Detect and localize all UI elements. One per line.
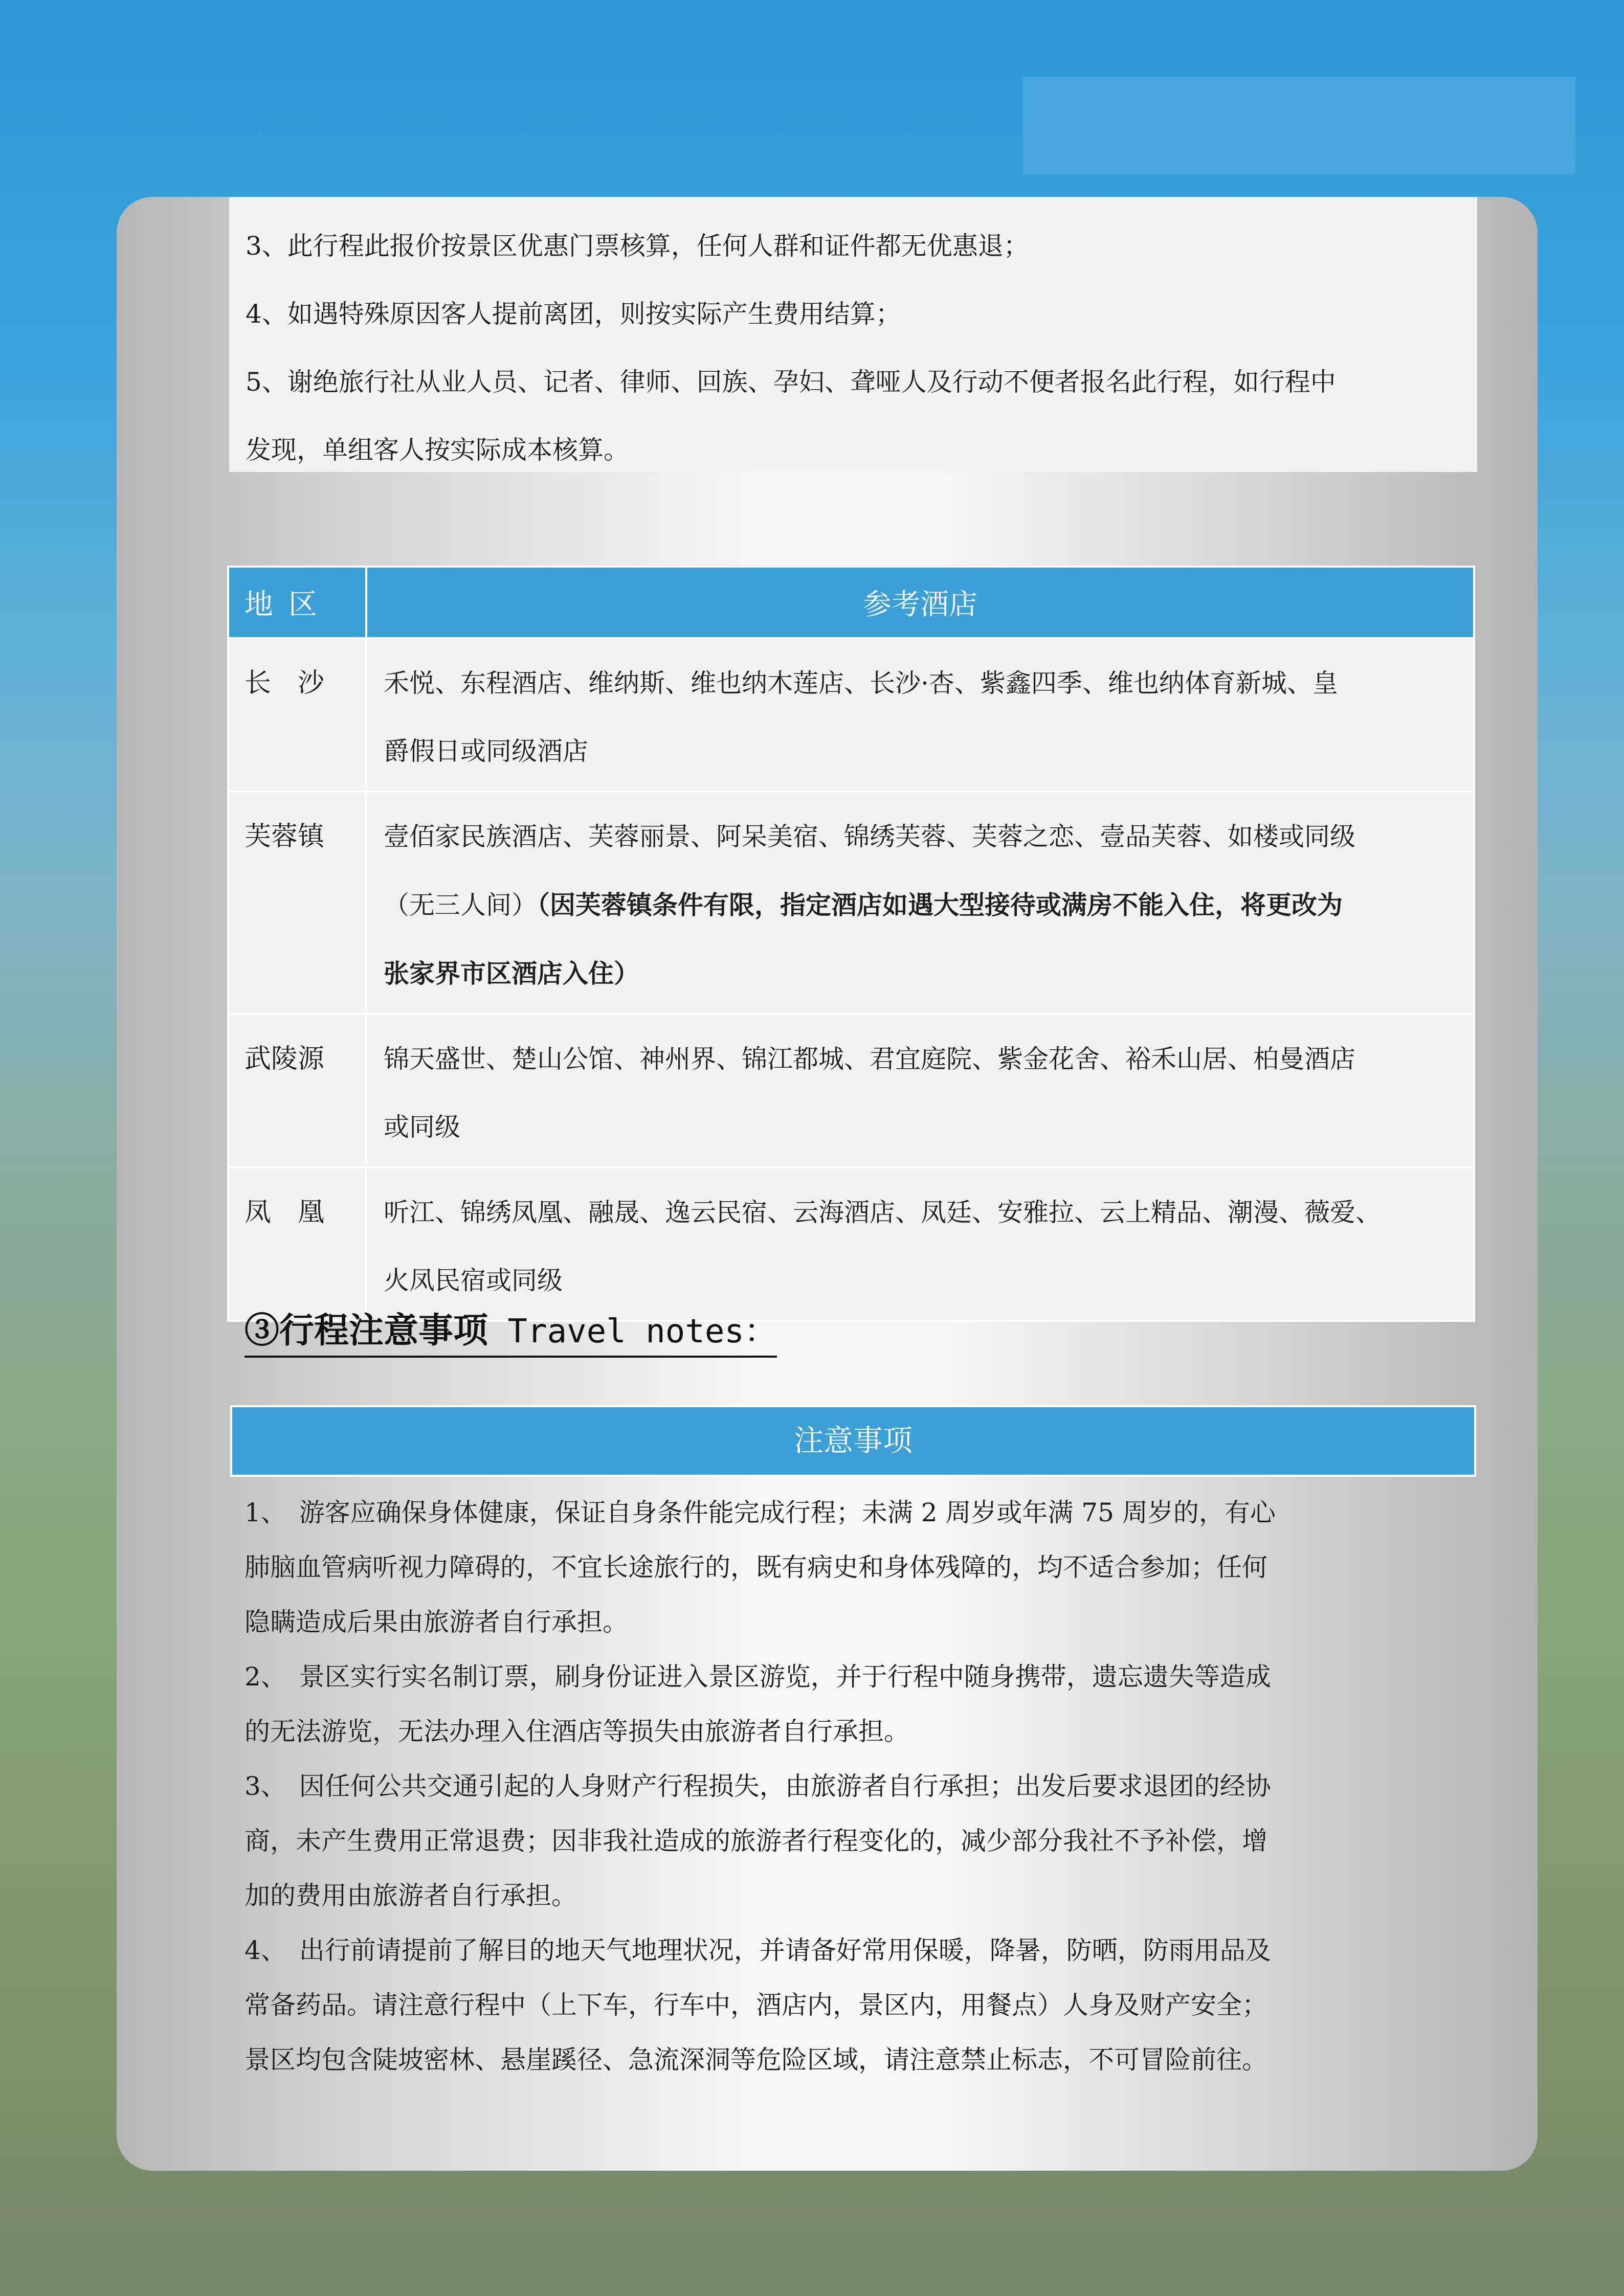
hotel-line: 爵假日或同级酒店 [384,736,588,766]
section-title-en: Travel notes： [488,1313,777,1350]
note-line: 的无法游览，无法办理入住酒店等损失由旅游者自行承担。 [244,1717,909,1746]
notes-header: 注意事项 [230,1405,1476,1477]
section-title-cn: ③行程注意事项 [244,1310,488,1351]
region-furongzhen: 芙蓉镇 [228,792,366,1014]
hotel-note: （无三人间） [384,890,537,920]
hotel-line: 锦天盛世、楚山公馆、神州界、锦江都城、君宜庭院、紫金花舍、裕禾山居、柏曼酒店 [384,1044,1355,1074]
policy-note-3: 3、此行程此报价按景区优惠门票核算，任何人群和证件都无优惠退； [246,231,1029,261]
note-line: 常备药品。请注意行程中（上下车，行车中，酒店内，景区内，用餐点）人身及财产安全； [244,1990,1267,2020]
note-line: 隐瞒造成后果由旅游者自行承担。 [244,1607,628,1637]
note-line: 加的费用由旅游者自行承担。 [244,1881,577,1910]
hotel-line [384,939,1461,1008]
note-line: 商，未产生费用正常退费；因非我社造成的旅游者行程变化的，减少部分我社不予补偿，增 [244,1826,1267,1856]
note-line: 3、 因任何公共交通引起的人身财产行程损失，由旅游者自行承担；出发后要求退团的经协 [244,1771,1271,1801]
header-region: 地区 [228,567,366,638]
hotel-line [384,871,1461,939]
policy-note-5: 5、谢绝旅行社从业人员、记者、律师、回族、孕妇、聋哑人及行动不便者报名此行程，如行程中 [246,367,1336,397]
header-hotel: 参考酒店 [366,567,1474,638]
hotel-warning-cont: 张家界市区酒店入住） [384,958,639,988]
table-row [228,792,1474,1014]
hotels-changsha [366,638,1474,792]
table-row [228,1167,1474,1321]
table-row [228,1014,1474,1167]
background-strip [1023,77,1575,174]
hotel-warning: （因芙蓉镇条件有限，指定酒店如遇大型接待或满房不能入住，将更改为 [537,890,1343,920]
note-line: 1、 游客应确保身体健康，保证自身条件能完成行程；未满 2 周岁或年满 75 周岁的，有心 [244,1498,1276,1527]
region-fenghuang: 凤 凰 [228,1167,366,1321]
hotels-fenghuang [366,1167,1474,1321]
policy-note-4: 4、如遇特殊原因客人提前离团，则按实际产生费用结算； [246,299,901,329]
hotel-line: 禾悦、东程酒店、维纳斯、维也纳木莲店、长沙·杏、紫鑫四季、维也纳体育新城、皇 [384,668,1338,698]
table-row [228,638,1474,792]
section-title [244,1303,777,1358]
hotel-table [227,566,1475,1322]
policy-note-5-cont: 发现，单组客人按实际成本核算。 [246,435,629,465]
notes-list [244,1485,1436,2087]
region-changsha: 长 沙 [228,638,366,792]
note-line: 肺脑血管病听视力障碍的，不宜长途旅行的，既有病史和身体残障的，均不适合参加；任何 [244,1552,1267,1582]
hotels-wulingyuan [366,1014,1474,1167]
region-wulingyuan: 武陵源 [228,1014,366,1167]
hotel-line: 壹佰家民族酒店、芙蓉丽景、阿呆美宿、锦绣芙蓉、芙蓉之恋、壹品芙蓉、如楼或同级 [384,822,1355,851]
note-line: 4、 出行前请提前了解目的地天气地理状况，并请备好常用保暖，降暑，防晒，防雨用品及 [244,1935,1271,1965]
hotel-table-header [228,567,1474,638]
note-line: 2、 景区实行实名制订票，刷身份证进入景区游览，并于行程中随身携带，遗忘遗失等造成 [244,1662,1271,1692]
hotels-furongzhen [366,792,1474,1014]
policy-notes-box [229,197,1477,472]
hotel-line: 听江、锦绣凤凰、融晟、逸云民宿、云海酒店、凤廷、安雅拉、云上精品、潮漫、薇爱、 [384,1198,1381,1227]
hotel-line: 或同级 [384,1112,460,1142]
hotel-line: 火凤民宿或同级 [384,1266,563,1295]
note-line: 景区均包含陡坡密林、悬崖蹊径、急流深洞等危险区域，请注意禁止标志，不可冒险前往。 [244,2045,1267,2075]
